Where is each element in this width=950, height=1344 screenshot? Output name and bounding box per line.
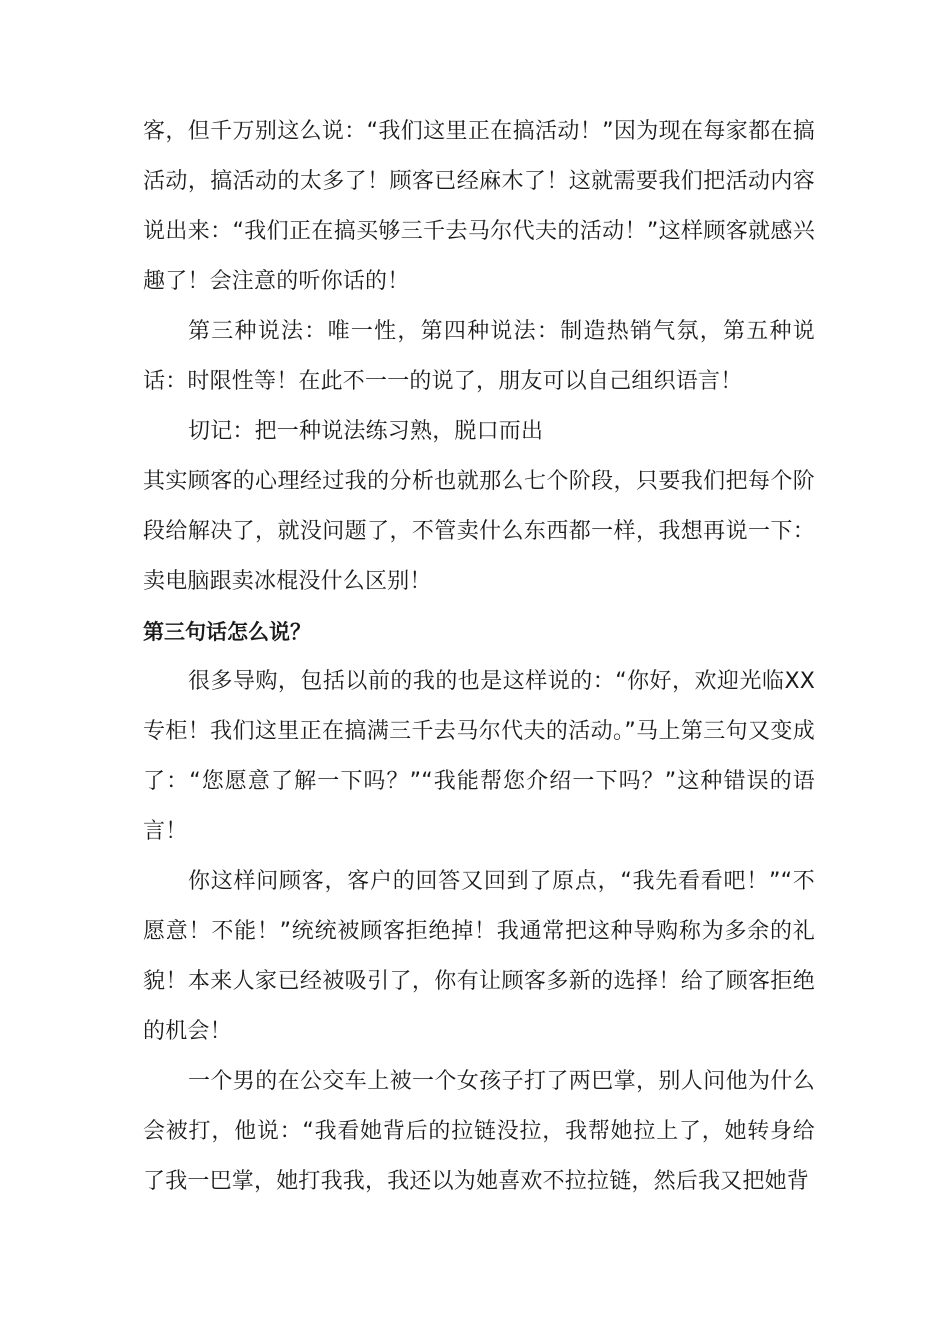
paragraph-3: 切记：把一种说法练习熟，脱口而出: [188, 419, 544, 444]
paragraph-2: 第三种说法：唯一性，第四种说法：制造热销气氛，第五种说话：时限性等！在此不一一的说了，朋友可以自己组织语言！: [143, 319, 815, 394]
paragraph-7: 一个男的在公交车上被一个女孩子打了两巴掌，别人问他为什么会被打，他说：“我看她背后的拉链没拉，我帮她拉上了，她转身给了我一巴掌，她打我我，我还以为她喜欢不拉拉链，然后我又把她背: [143, 1069, 815, 1194]
paragraph-5: 很多导购，包括以前的我的也是这样说的：“你好，欢迎光临XX专柜！我们这里正在搞满三千去马尔代夫的活动。”马上第三句又变成了：“您愿意了解一下吗？”“我能帮您介绍一下吗？”这种错误的语言！: [143, 669, 815, 844]
paragraph-4: 其实顾客的心理经过我的分析也就那么七个阶段，只要我们把每个阶段给解决了，就没问题了，不管卖什么东西都一样，我想再说一下：卖电脑跟卖冰棍没什么区别！: [143, 469, 815, 594]
paragraph-1: 客，但千万别这么说：“我们这里正在搞活动！”因为现在每家都在搞活动，搞活动的太多了！顾客已经麻木了！这就需要我们把活动内容说出来：“我们正在搞买够三千去马尔代夫的活动！”这样顾客就感兴趣了！会注意的听你话的！: [143, 119, 815, 294]
paragraph-6: 你这样问顾客，客户的回答又回到了原点，“我先看看吧！”“不愿意！不能！”统统被顾客拒绝掉！我通常把这种导购称为多余的礼貌！本来人家已经被吸引了，你有让顾客多新的选择！给了顾客拒绝的机会！: [143, 869, 815, 1044]
section-heading: 第三句话怎么说？: [143, 620, 311, 644]
document-body: [143, 107, 815, 1207]
